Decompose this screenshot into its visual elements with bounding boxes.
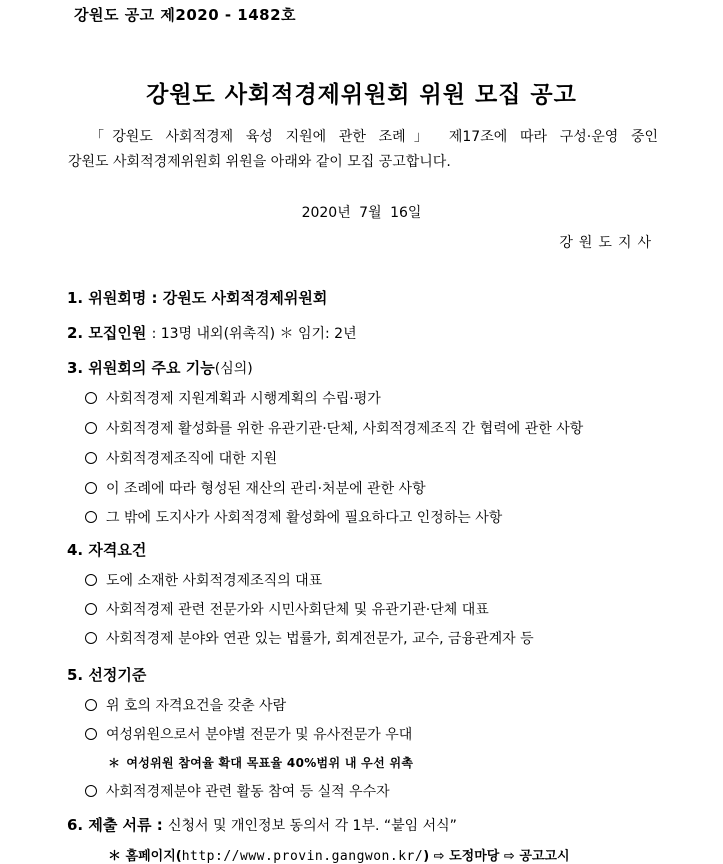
notice-date: 2020년 7월 16일 [301, 205, 422, 221]
circle-bullet-icon [85, 785, 97, 797]
arrow-right-icon: ⇨ [503, 849, 515, 864]
list-item: 그 밖에 도지사가 사회적경제 활성화에 필요하다고 인정하는 사항 [85, 507, 502, 527]
section-1-value: 강원도 사회적경제위원회 [162, 289, 328, 307]
section-2-value: : 13명 내외(위촉직) ＊ 임기: 2년 [151, 326, 357, 342]
circle-bullet-icon [85, 511, 97, 523]
list-item: 사회적경제 관련 전문가와 시민사회단체 및 유관기관·단체 대표 [85, 599, 489, 619]
circle-bullet-icon [85, 482, 97, 494]
page-title: 강원도 사회적경제위원회 위원 모집 공고 [146, 82, 577, 108]
section-2-label: 2. 모집인원 [67, 324, 147, 342]
section-qualifications [67, 539, 146, 560]
selection-note: ＊ 여성위원 참여율 확대 목표율 40%범위 내 우선 위촉 [108, 756, 414, 770]
asterisk-icon: ＊ [108, 756, 121, 770]
section-functions [67, 357, 253, 378]
list-item: 이 조례에 따라 형성된 재산의 관리·처분에 관한 사항 [85, 478, 426, 498]
list-item: 여성위원으로서 분야별 전문가 및 유사전문가 우대 [85, 724, 412, 744]
circle-bullet-icon [85, 699, 97, 711]
nav-step-1: 도정마당 [449, 849, 500, 864]
section-1-label: 1. 위원회명 : [67, 289, 158, 307]
intro-paragraph [68, 125, 658, 175]
section-committee-name [67, 287, 327, 308]
section-5-label: 5. 선정기준 [67, 666, 147, 684]
notice-number: 강원도 공고 제2020 - 1482호 [74, 6, 297, 24]
list-item: 사회적경제분야 관련 활동 참여 등 실적 우수자 [85, 781, 390, 801]
list-item: 위 호의 자격요건을 갖춘 사람 [85, 695, 286, 715]
section-recruitment [67, 322, 357, 343]
homepage-link[interactable]: http://www.provin.gangwon.kr/ [181, 849, 424, 864]
circle-bullet-icon [85, 603, 97, 615]
intro-line-1: 「강원도 사회적경제 육성 지원에 관한 조례」 제17조에 따라 구성·운영 중인 [90, 129, 658, 145]
list-item: 사회적경제 분야와 연관 있는 법률가, 회계전문가, 교수, 금융관계자 등 [85, 628, 534, 648]
homepage-guide: ＊ 홈페이지(http://www.provin.gangwon.kr/) ⇨ 도정마당 ⇨ 공고고시 [108, 849, 570, 864]
section-selection-criteria [67, 664, 146, 685]
circle-bullet-icon [85, 632, 97, 644]
section-3-label: 3. 위원회의 주요 기능 [67, 359, 215, 377]
section-6-value: 신청서 및 개인정보 동의서 각 1부. “붙임 서식” [168, 818, 457, 834]
list-item: 도에 소재한 사회적경제조직의 대표 [85, 570, 322, 590]
list-item: 사회적경제 활성화를 위한 유관기관·단체, 사회적경제조직 간 협력에 관한 사항 [85, 418, 583, 438]
arrow-right-icon: ⇨ [433, 849, 445, 864]
circle-bullet-icon [85, 392, 97, 404]
circle-bullet-icon [85, 452, 97, 464]
nav-step-2: 공고고시 [519, 849, 570, 864]
section-3-suffix: (심의) [214, 361, 253, 377]
list-item: 사회적경제 지원계획과 시행계획의 수립·평가 [85, 388, 381, 408]
list-item: 사회적경제조직에 대한 지원 [85, 448, 277, 468]
issuer: 강원도지사 [559, 235, 657, 251]
section-6-label: 6. 제출 서류 : [67, 816, 163, 834]
circle-bullet-icon [85, 728, 97, 740]
section-4-label: 4. 자격요건 [67, 541, 147, 559]
circle-bullet-icon [85, 574, 97, 586]
intro-line-2: 강원도 사회적경제위원회 위원을 아래와 같이 모집 공고합니다. [68, 154, 451, 170]
section-documents [67, 814, 457, 835]
circle-bullet-icon [85, 422, 97, 434]
